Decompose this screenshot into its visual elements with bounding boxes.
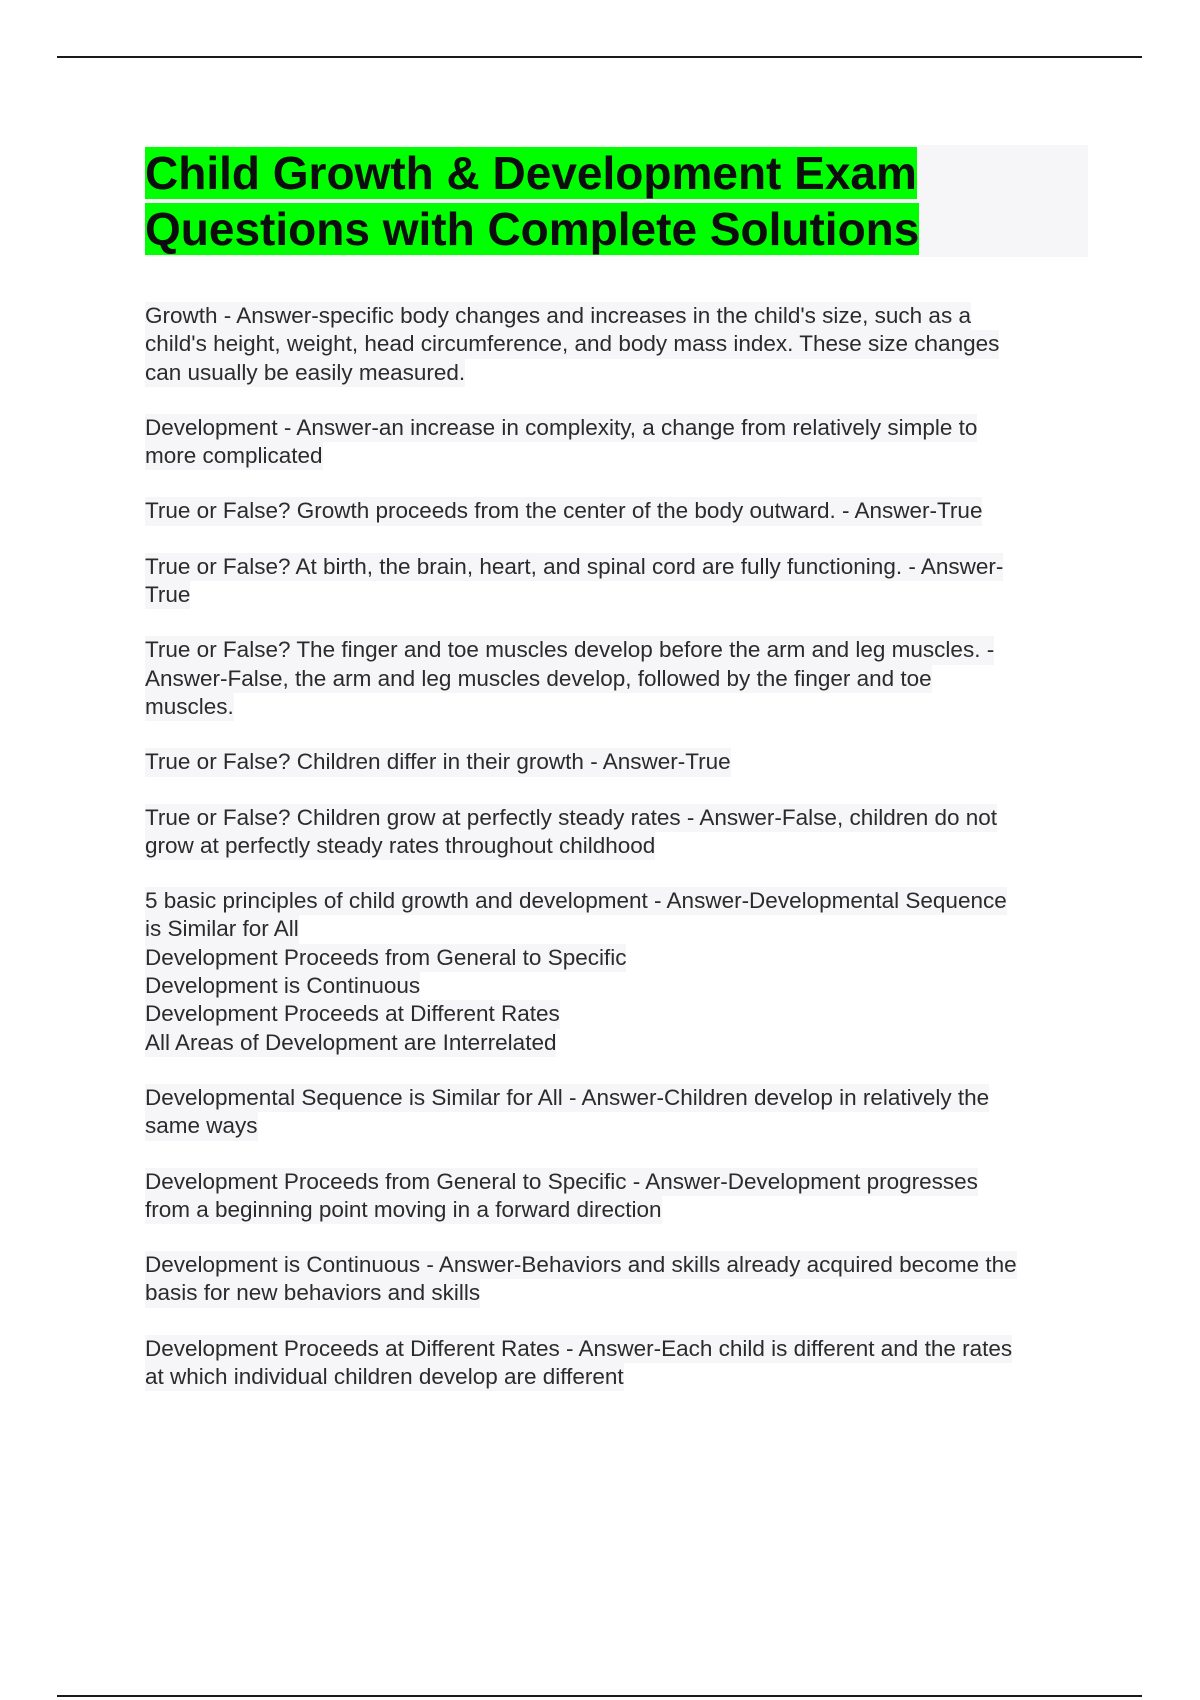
qa-entry — [145, 1251, 1095, 1308]
bottom-rule — [57, 1695, 1142, 1697]
page-title — [145, 145, 1088, 257]
qa-line: Growth - Answer-specific body changes and increases in the child's size, such as a — [145, 302, 971, 330]
title-line-1: Child Growth & Development Exam — [145, 147, 917, 199]
qa-line: Development Proceeds at Different Rates - Answer-Each child is different and the rates — [145, 1335, 1012, 1363]
qa-entry — [145, 1335, 1095, 1392]
qa-entry — [145, 1168, 1095, 1225]
qa-entry — [145, 497, 1095, 525]
qa-line: True or False? Children grow at perfectly steady rates - Answer-False, children do not — [145, 804, 997, 832]
qa-line: Answer-False, the arm and leg muscles develop, followed by the finger and toe — [145, 665, 932, 693]
qa-line: Development is Continuous - Answer-Behaviors and skills already acquired become the — [145, 1251, 1017, 1279]
qa-line: same ways — [145, 1112, 258, 1140]
qa-entry — [145, 553, 1095, 610]
qa-line: Developmental Sequence is Similar for All - Answer-Children develop in relatively the — [145, 1084, 989, 1112]
qa-entry — [145, 636, 1095, 721]
qa-line: from a beginning point moving in a forward direction — [145, 1196, 662, 1224]
qa-line: more complicated — [145, 442, 323, 470]
qa-line: True or False? At birth, the brain, heart, and spinal cord are fully functioning. - Answer- — [145, 553, 1003, 581]
qa-line: muscles. — [145, 693, 234, 721]
qa-line: child's height, weight, head circumference, and body mass index. These size changes — [145, 330, 999, 358]
qa-entry — [145, 887, 1095, 1057]
qa-entry — [145, 414, 1095, 471]
qa-line: is Similar for All — [145, 915, 299, 943]
qa-line: can usually be easily measured. — [145, 359, 465, 387]
title-block — [145, 145, 1088, 257]
qa-line: All Areas of Development are Interrelated — [145, 1029, 556, 1057]
title-line-2: Questions with Complete Solutions — [145, 203, 920, 255]
qa-line: True — [145, 581, 190, 609]
qa-line: Development is Continuous — [145, 972, 420, 1000]
qa-line: 5 basic principles of child growth and development - Answer-Developmental Sequence — [145, 887, 1007, 915]
top-rule — [57, 56, 1142, 58]
qa-line: Development Proceeds from General to Specific - Answer-Development progresses — [145, 1168, 978, 1196]
qa-line: Development - Answer-an increase in complexity, a change from relatively simple to — [145, 414, 977, 442]
qa-line: grow at perfectly steady rates throughout childhood — [145, 832, 655, 860]
qa-entry — [145, 302, 1095, 387]
qa-line: Development Proceeds at Different Rates — [145, 1000, 560, 1028]
qa-entry — [145, 804, 1095, 861]
qa-line: at which individual children develop are different — [145, 1363, 624, 1391]
qa-line: Development Proceeds from General to Specific — [145, 944, 626, 972]
qa-line: True or False? Growth proceeds from the center of the body outward. - Answer-True — [145, 497, 982, 525]
qa-list — [145, 302, 1095, 1418]
qa-line: basis for new behaviors and skills — [145, 1279, 480, 1307]
qa-entry — [145, 748, 1095, 776]
qa-entry — [145, 1084, 1095, 1141]
qa-line: True or False? Children differ in their growth - Answer-True — [145, 748, 731, 776]
qa-line: True or False? The finger and toe muscles develop before the arm and leg muscles. - — [145, 636, 994, 664]
